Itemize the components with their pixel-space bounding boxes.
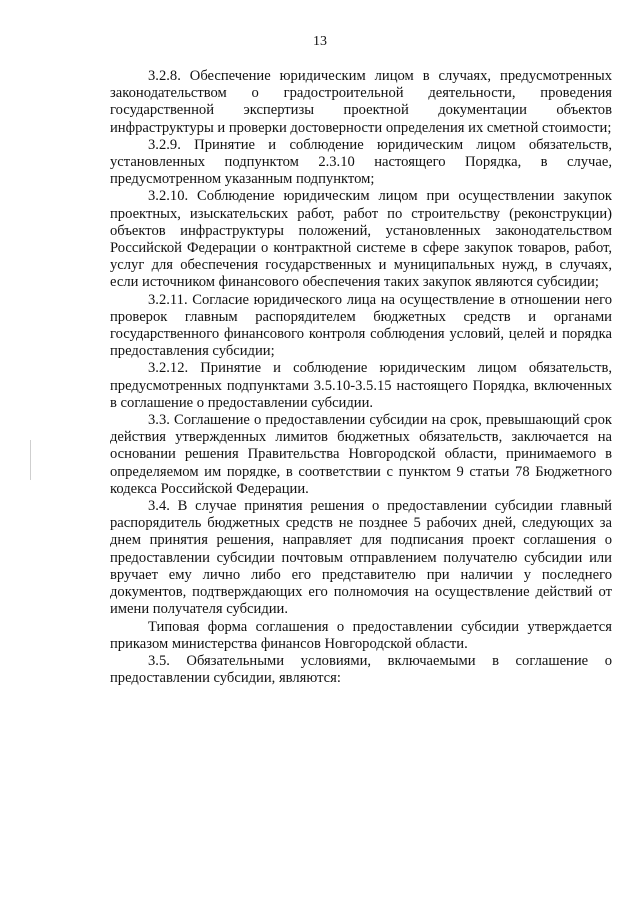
paragraph-3-2-11: 3.2.11. Согласие юридического лица на осуществление в отношении него проверок главным распорядителем бюджетных средств и органами государственного финансового контроля соблюдения условий, целей и порядка предоставления субсидии;	[110, 291, 612, 360]
paragraph-template-form: Типовая форма соглашения о предоставлении субсидии утверждается приказом министерства финансов Новгородской области.	[110, 618, 612, 652]
document-body	[110, 68, 612, 687]
paragraph-3-5: 3.5. Обязательными условиями, включаемыми в соглашение о предоставлении субсидии, являются:	[110, 652, 612, 687]
scan-artifact-line	[30, 440, 31, 480]
paragraph-3-2-8: 3.2.8. Обеспечение юридическим лицом в случаях, предусмотренных законодательством о градостроительной деятельности, проведения государственной экспертизы проектной документации объектов инфраструктуры и проверки достоверности определения их сметной стоимости;	[110, 68, 612, 136]
paragraph-3-2-12: 3.2.12. Принятие и соблюдение юридическим лицом обязательств, предусмотренных подпунктами 3.5.10-3.5.15 настоящего Порядка, включенных в соглашение о предоставлении субсидии.	[110, 360, 612, 411]
page-number: 13	[313, 34, 327, 49]
paragraph-3-2-10: 3.2.10. Соблюдение юридическим лицом при осуществлении закупок проектных, изыскательских работ, работ по строительству (реконструкции) объектов инфраструктуры положений, установленных законодательством Российской Федерации о контрактной системе в сфере закупок товаров, работ, услуг для обеспечения государственных и муниципальных нужд, в случаях, если источником финансового обеспечения таких закупок являются субсидии;	[110, 188, 612, 291]
paragraph-3-3: 3.3. Соглашение о предоставлении субсидии на срок, превышающий срок действия утвержденных лимитов бюджетных обязательств, заключается на основании решения Правительства Новгородской области, принимаемого в определяемом им порядке, в соответствии с пунктом 9 статьи 78 Бюджетного кодекса Российской Федерации.	[110, 412, 612, 497]
paragraph-3-2-9: 3.2.9. Принятие и соблюдение юридическим лицом обязательств, установленных подпунктом 2.3.10 настоящего Порядка, в случае, предусмотренном указанным подпунктом;	[110, 136, 612, 188]
paragraph-3-4: 3.4. В случае принятия решения о предоставлении субсидии главный распорядитель бюджетных средств не позднее 5 рабочих дней, следующих за днем принятия решения, направляет для подписания проект соглашения о предоставлении субсидии почтовым отправлением получателю субсидии или вручает ему лично либо его представителю при наличии у последнего документов, подтверждающих его полномочия на осуществление действий от имени получателя субсидии.	[110, 498, 612, 618]
